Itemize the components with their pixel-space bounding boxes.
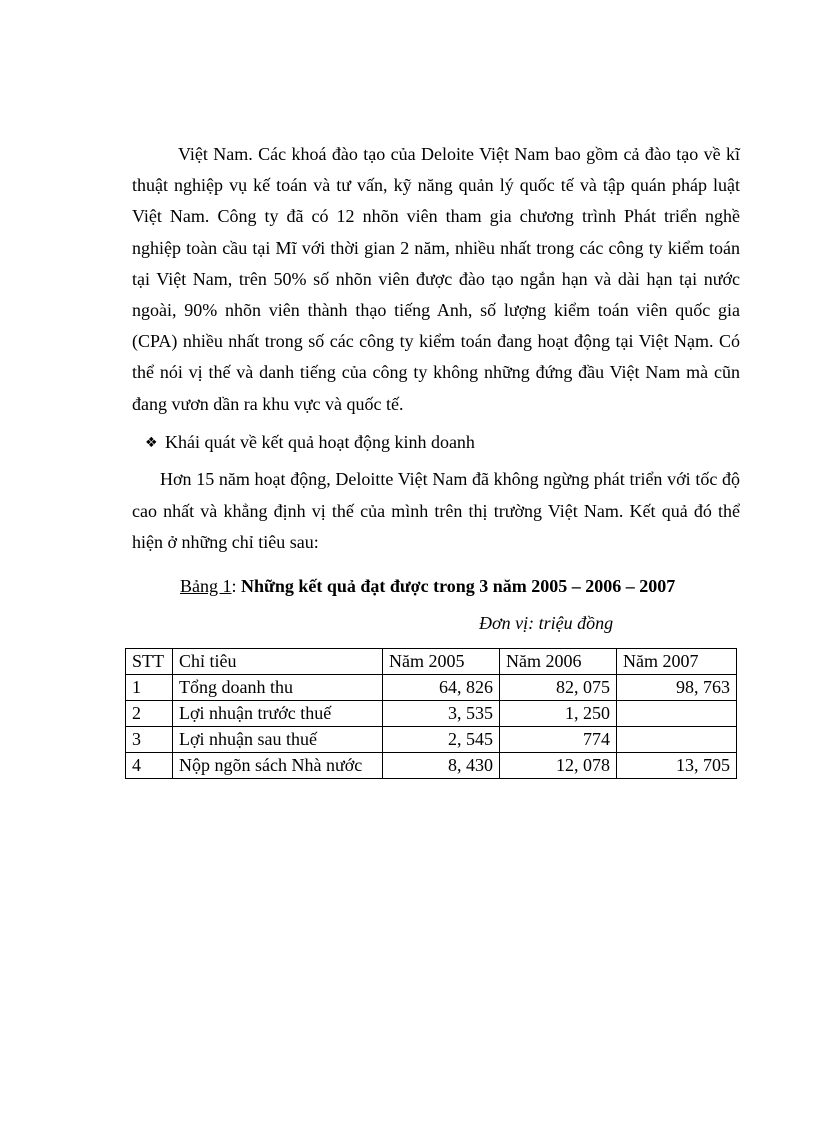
table-row	[126, 701, 737, 727]
cell-stt: 3	[126, 727, 173, 753]
table-unit-note: Đơn vị: triệu đồng	[479, 613, 614, 633]
header-stt: STT	[126, 649, 173, 675]
table-row	[126, 727, 737, 753]
table-row	[126, 753, 737, 779]
section-heading-text: Khái quát về kết quả hoạt động kinh doanh	[165, 432, 475, 452]
cell-indicator: Nộp ngõn sách Nhà nước	[173, 753, 383, 779]
table-header-row	[126, 649, 737, 675]
cell-2005: 64, 826	[383, 675, 500, 701]
results-table	[125, 648, 737, 779]
cell-2007: 98, 763	[617, 675, 737, 701]
cell-2006: 12, 078	[500, 753, 617, 779]
cell-2006: 82, 075	[500, 675, 617, 701]
diamond-bullet-icon: ❖	[145, 435, 158, 451]
cell-2005: 2, 545	[383, 727, 500, 753]
table-row	[126, 675, 737, 701]
cell-2007	[617, 727, 737, 753]
cell-2005: 8, 430	[383, 753, 500, 779]
header-year-2006: Năm 2006	[500, 649, 617, 675]
table-caption-title: Những kết quả đạt được trong 3 năm 2005 – 2006 – 2007	[241, 576, 676, 596]
header-year-2007: Năm 2007	[617, 649, 737, 675]
cell-indicator: Tổng doanh thu	[173, 675, 383, 701]
cell-2007: 13, 705	[617, 753, 737, 779]
paragraph-growth: Hơn 15 năm hoạt động, Deloitte Việt Nam đã không ngừng phát triển với tốc độ cao nhất và khẳng định vị thế của mình trên thị trường Việt Nam. Kết quả đó thể hiện ở những chỉ tiêu sau:	[132, 469, 740, 552]
table-caption	[180, 573, 675, 599]
section-heading-business-results	[145, 427, 475, 459]
table-caption-label: Bảng 1	[180, 576, 232, 596]
table-caption-separator: :	[231, 576, 242, 596]
cell-2007	[617, 701, 737, 727]
cell-stt: 4	[126, 753, 173, 779]
cell-stt: 2	[126, 701, 173, 727]
paragraph-company-training: Việt Nam. Các khoá đào tạo của Deloite Việt Nam bao gồm cả đào tạo về kĩ thuật nghiệp vụ kế toán và tư vấn, kỹ năng quản lý quốc tế và tập quán pháp luật Việt Nam. Công ty đã có 12 nhõn viên tham gia chương trình Phát triển nghề nghiệp toàn cầu tại Mĩ với thời gian 2 năm, nhiều nhất trong các công ty kiểm toán tại Việt Nam, trên 50% số nhõn viên được đào tạo ngắn hạn và dài hạn tại nước ngoài, 90% nhõn viên thành thạo tiếng Anh, số lượng kiểm toán viên quốc gia (CPA) nhiều nhất trong số các công ty kiểm toán đang hoạt động tại Việt Nạm. Có thể nói vị thế và danh tiếng của công ty không những đứng đầu Việt Nam mà cũn đang vươn dần ra khu vực và quốc tế.	[132, 144, 740, 414]
header-year-2005: Năm 2005	[383, 649, 500, 675]
header-indicator: Chỉ tiêu	[173, 649, 383, 675]
cell-stt: 1	[126, 675, 173, 701]
cell-2005: 3, 535	[383, 701, 500, 727]
cell-2006: 774	[500, 727, 617, 753]
cell-indicator: Lợi nhuận sau thuế	[173, 727, 383, 753]
cell-indicator: Lợi nhuận trước thuế	[173, 701, 383, 727]
cell-2006: 1, 250	[500, 701, 617, 727]
